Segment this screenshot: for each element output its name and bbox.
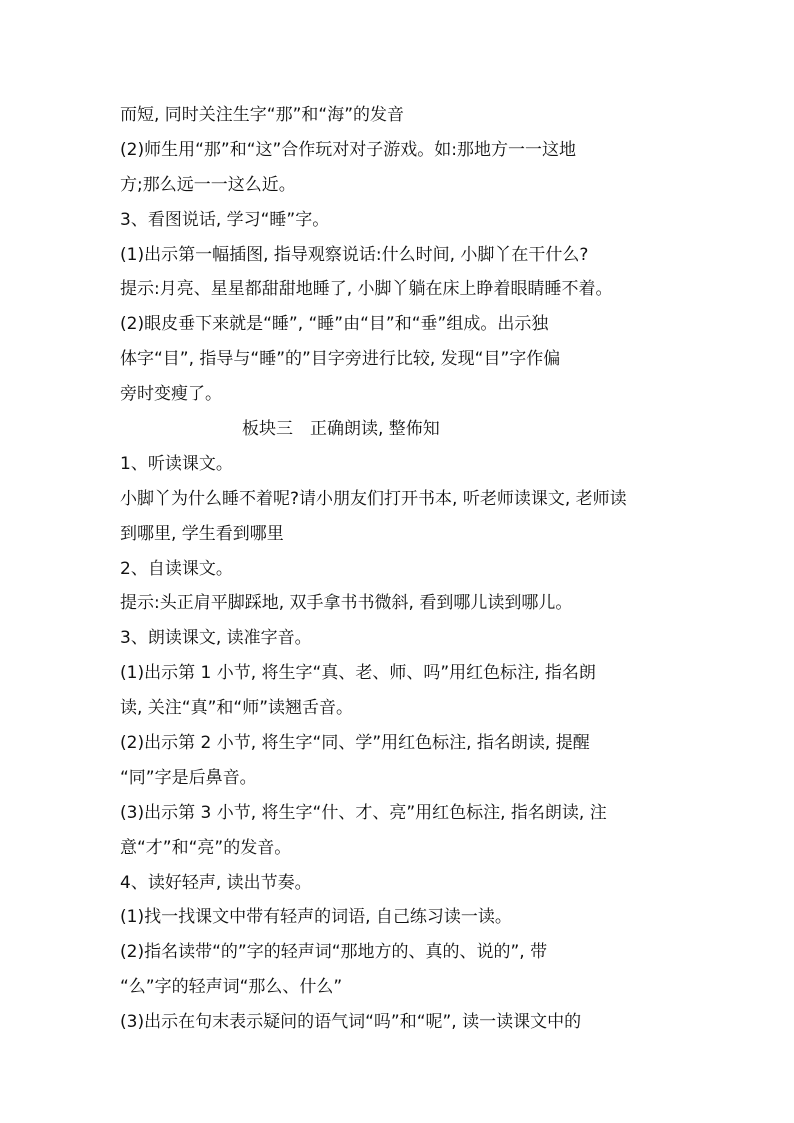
text-line: 2、自读课文。	[120, 558, 233, 579]
text-line: (1)出示第 1 小节, 将生字“真、老、师、吗”用红色标注, 指名朗	[120, 663, 596, 684]
text-line: (1)找一找课文中带有轻声的词语, 自己练习读一读。	[120, 907, 512, 928]
text-line: (2)指名读带“的”字的轻声词“那地方的、真的、说的”, 带	[120, 942, 548, 963]
text-line: (3)出示第 3 小节, 将生字“什、才、亮”用红色标注, 指名朗读, 注	[120, 802, 607, 823]
text-line: 3、朗读课文, 读准字音。	[120, 628, 312, 649]
text-line: 读, 关注“真”和“师”读翘舌音。	[120, 698, 354, 719]
text-line: (2)出示第 2 小节, 将生字“同、学”用红色标注, 指名朗读, 提醒	[120, 733, 590, 754]
text-line: 方;那么远一一这么近。	[120, 174, 296, 195]
text-line: “同”字是后鼻音。	[120, 767, 257, 788]
text-line: “么”字的轻声词“那么、什么”	[120, 977, 343, 998]
text-line: (2)师生用“那”和“这”合作玩对对子游戏。如:那地方一一这地	[120, 139, 577, 160]
text-line: 体字“目”, 指导与“睡”的”目字旁进行比较, 发现“目”字作偏	[120, 349, 561, 370]
text-line: 小脚丫为什么睡不着呢?请小朋友们打开书本, 听老师读课文, 老师读	[120, 488, 627, 509]
text-line: (2)眼皮垂下来就是“睡”, “睡”由“目”和“垂”组成。出示独	[120, 314, 549, 335]
text-line: 3、看图说话, 学习“睡”字。	[120, 209, 330, 230]
text-line: 意“才”和“亮”的发音。	[120, 837, 292, 858]
text-line: 提示:头正肩平脚踩地, 双手拿书书微斜, 看到哪儿读到哪儿。	[120, 593, 573, 614]
section-heading: 板块三 正确朗读, 整佈知	[242, 419, 440, 440]
text-line: 旁时变瘦了。	[120, 384, 222, 405]
text-line: 4、读好轻声, 读出节奏。	[120, 872, 312, 893]
text-line: 到哪里, 学生看到哪里	[120, 523, 284, 544]
text-line: (1)出示第一幅插图, 指导观察说话:什么时间, 小脚丫在干什么?	[120, 244, 589, 265]
text-line: 1、听读课文。	[120, 453, 233, 474]
document-body	[120, 98, 680, 1040]
text-line: 提示:月亮、星星都甜甜地睡了, 小脚丫躺在床上睁着眼睛睡不着。	[120, 279, 613, 300]
text-line: (3)出示在句末表示疑问的语气词“吗”和“呢”, 读一读课文中的	[120, 1012, 582, 1033]
text-line: 而短, 同时关注生字“那”和“海”的发音	[120, 105, 405, 125]
